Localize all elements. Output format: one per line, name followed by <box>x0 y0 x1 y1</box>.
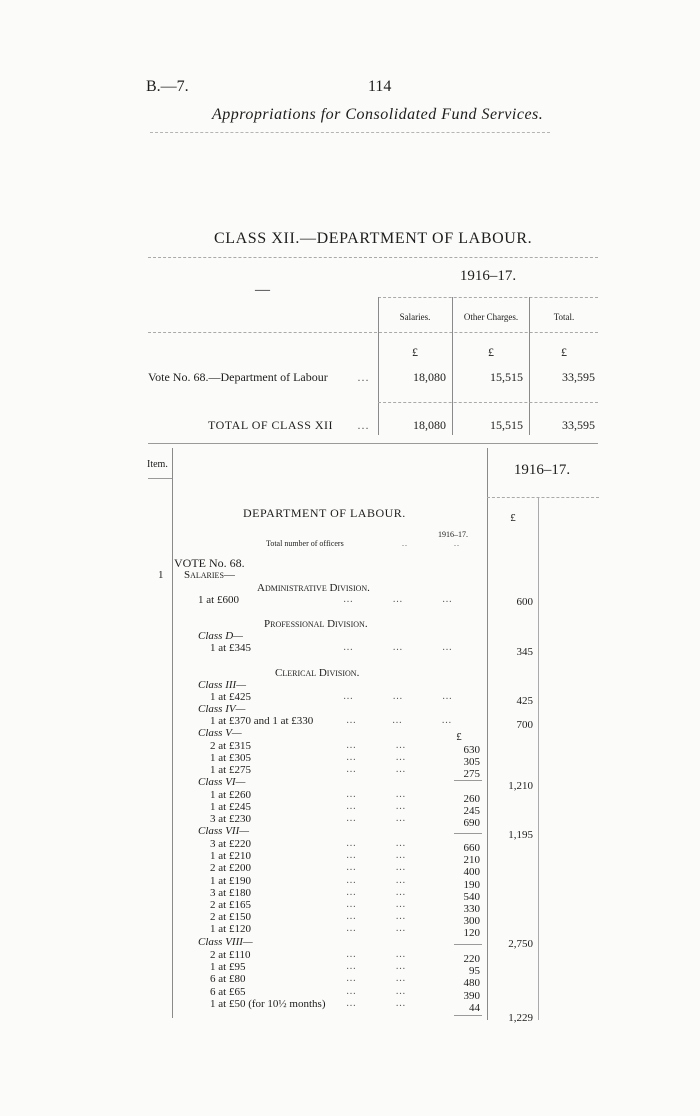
class-v-line-amount: 305 <box>463 756 480 768</box>
vote-total: 33,595 <box>562 370 595 384</box>
class-viii-line-leader: … … <box>346 973 407 984</box>
class-viii-line-leader: … … <box>346 986 407 997</box>
admin-division: Administrative Division. <box>257 582 370 594</box>
detail-vline-amount <box>487 448 488 1020</box>
class-vii-total: 2,750 <box>508 938 533 950</box>
vote-other: 15,515 <box>490 370 523 384</box>
class-v-subtotal-rule <box>454 780 482 781</box>
class-viii-line-leader: … … <box>346 961 407 972</box>
class-vi-line-label: 1 at £260 <box>210 789 251 801</box>
total-total: 33,595 <box>562 418 595 432</box>
class-v-line-label: 1 at £305 <box>210 752 251 764</box>
class-vi-line-leader: … … <box>346 801 407 812</box>
summary-top-rule <box>148 257 598 258</box>
class-viii-line-label: 6 at £65 <box>210 986 246 998</box>
class-vi-line-amount: 690 <box>463 817 480 829</box>
class-vi: Class VI— <box>198 776 246 788</box>
class-vii-line-leader: … … <box>346 875 407 886</box>
class-vii-line-label: 3 at £220 <box>210 838 251 850</box>
vote-leader: … <box>357 370 370 384</box>
class-vii-line-leader: … … <box>346 838 407 849</box>
currency-salaries: £ <box>412 345 418 359</box>
class-vi-line-leader: … … <box>346 813 407 824</box>
class-viii: Class VIII— <box>198 936 253 948</box>
class-v-line-amount: 275 <box>463 768 480 780</box>
class-vii-line-leader: … … <box>346 923 407 934</box>
summary-vline-1 <box>378 297 379 435</box>
class-viii-total: 1,229 <box>508 1012 533 1024</box>
class-viii-line-label: 1 at £50 (for 10½ months) <box>210 998 326 1010</box>
class-vi-line-amount: 260 <box>463 793 480 805</box>
class-vi-line-amount: 245 <box>463 805 480 817</box>
dept-title: DEPARTMENT OF LABOUR. <box>243 506 406 520</box>
class-v-total: 1,210 <box>508 780 533 792</box>
clerical-division: Clerical Division. <box>275 667 360 679</box>
page-ref: B.—7. <box>146 78 189 95</box>
class-v-line-label: 2 at £315 <box>210 740 251 752</box>
class-d: Class D— <box>198 630 243 642</box>
class-viii-line-label: 6 at £80 <box>210 973 246 985</box>
detail-vline-right <box>538 498 539 1020</box>
class-vii-line-leader: … … <box>346 850 407 861</box>
class-vii-line-label: 2 at £200 <box>210 862 251 874</box>
class-v-line-leader: … … <box>346 740 407 751</box>
currency-total: £ <box>561 345 567 359</box>
summary-dash: — <box>255 282 270 298</box>
class-vii-line-leader: … … <box>346 899 407 910</box>
class-d-leader: … … … <box>343 642 453 653</box>
class-vi-line-label: 1 at £245 <box>210 801 251 813</box>
class-vii-line-amount: 540 <box>463 891 480 903</box>
vote-salaries: 18,080 <box>413 370 446 384</box>
class-vii-line-label: 2 at £165 <box>210 899 251 911</box>
class-vii-line-label: 3 at £180 <box>210 887 251 899</box>
total-other: 15,515 <box>490 418 523 432</box>
summary-total-rule <box>378 402 598 403</box>
class-vi-total: 1,195 <box>508 829 533 841</box>
class-iv-leader: … … … <box>346 715 453 726</box>
currency-other: £ <box>488 345 494 359</box>
class-viii-line-leader: … … <box>346 949 407 960</box>
class-vii-line-amount: 190 <box>463 879 480 891</box>
class-viii-line-leader: … … <box>346 998 407 1009</box>
officers-leader: .. <box>402 539 408 548</box>
class-v-line-leader: … … <box>346 752 407 763</box>
vote-label: Vote No. 68.—Department of Labour <box>148 370 328 384</box>
class-vii-line-amount: 660 <box>463 842 480 854</box>
summary-head-rule <box>148 332 598 333</box>
class-v: Class V— <box>198 727 242 739</box>
summary-vline-2 <box>452 297 453 435</box>
summary-year-rule <box>378 297 598 298</box>
class-v-currency: £ <box>456 731 462 743</box>
running-title: Appropriations for Consolidated Fund Services. <box>212 106 544 123</box>
class-iv-total: 700 <box>516 719 533 731</box>
class-iii-line: 1 at £425 <box>210 691 251 703</box>
class-vii-line-leader: … … <box>346 911 407 922</box>
class-vii-line-amount: 120 <box>463 927 480 939</box>
admin-line: 1 at £600 <box>198 594 239 606</box>
detail-year: 1916–17. <box>513 462 571 478</box>
class-vi-line-label: 3 at £230 <box>210 813 251 825</box>
class-iv-line: 1 at £370 and 1 at £330 <box>210 715 314 727</box>
class-viii-line-label: 1 at £95 <box>210 961 246 973</box>
class-vi-subtotal-rule <box>454 833 482 834</box>
class-vii-subtotal-rule <box>454 944 482 945</box>
class-vii-line-amount: 400 <box>463 866 480 878</box>
class-vii-line-amount: 210 <box>463 854 480 866</box>
officers-year: 1916–17. <box>438 530 468 539</box>
col-total: Total. <box>553 312 575 322</box>
salaries-heading: Salaries— <box>184 569 235 581</box>
class-v-line-amount: 630 <box>463 744 480 756</box>
class-title: CLASS XII.—DEPARTMENT OF LABOUR. <box>214 230 533 247</box>
class-vi-line-leader: … … <box>346 789 407 800</box>
detail-year-rule <box>487 497 599 498</box>
prof-division: Professional Division. <box>264 618 368 630</box>
detail-currency: £ <box>510 512 516 524</box>
page-number: 114 <box>368 78 392 95</box>
class-vii-line-label: 1 at £210 <box>210 850 251 862</box>
item-number: 1 <box>158 569 164 581</box>
detail-vline-item <box>172 448 173 1018</box>
summary-bottom-rule <box>148 443 598 444</box>
class-vii-line-label: 1 at £120 <box>210 923 251 935</box>
class-viii-line-label: 2 at £110 <box>210 949 251 961</box>
total-label: TOTAL OF CLASS XII <box>208 418 334 432</box>
admin-leader: … … … <box>343 594 453 605</box>
class-vii-line-label: 1 at £190 <box>210 875 251 887</box>
col-other-charges: Other Charges. <box>463 312 519 322</box>
class-iii: Class III— <box>198 679 246 691</box>
class-vii-line-leader: … … <box>346 887 407 898</box>
class-viii-line-amount: 390 <box>463 990 480 1002</box>
class-vii: Class VII— <box>198 825 250 837</box>
total-leader: … <box>357 418 370 432</box>
item-header: Item. <box>147 459 168 470</box>
class-vii-line-amount: 300 <box>463 915 480 927</box>
class-iv: Class IV— <box>198 703 246 715</box>
summary-vline-3 <box>529 297 530 435</box>
class-vii-line-leader: … … <box>346 862 407 873</box>
class-v-line-leader: … … <box>346 764 407 775</box>
admin-total: 600 <box>516 596 533 608</box>
total-salaries: 18,080 <box>413 418 446 432</box>
class-d-line: 1 at £345 <box>210 642 251 654</box>
class-viii-subtotal-rule <box>454 1015 482 1016</box>
class-vii-line-label: 2 at £150 <box>210 911 251 923</box>
summary-year: 1916–17. <box>459 268 517 284</box>
class-viii-line-amount: 95 <box>469 965 480 977</box>
class-d-total: 345 <box>516 646 533 658</box>
class-viii-line-amount: 480 <box>463 977 480 989</box>
class-v-line-label: 1 at £275 <box>210 764 251 776</box>
class-vii-line-amount: 330 <box>463 903 480 915</box>
vote-number: VOTE No. 68. <box>174 556 245 570</box>
col-salaries: Salaries. <box>399 312 431 322</box>
officers-label: Total number of officers <box>266 539 344 548</box>
header-rule <box>150 132 550 133</box>
class-iii-leader: … … … <box>343 691 453 702</box>
item-header-rule <box>148 478 172 479</box>
class-viii-line-amount: 220 <box>463 953 480 965</box>
class-iii-total: 425 <box>516 695 533 707</box>
officers-year-leader: .. <box>454 539 460 548</box>
class-viii-line-amount: 44 <box>469 1002 480 1014</box>
